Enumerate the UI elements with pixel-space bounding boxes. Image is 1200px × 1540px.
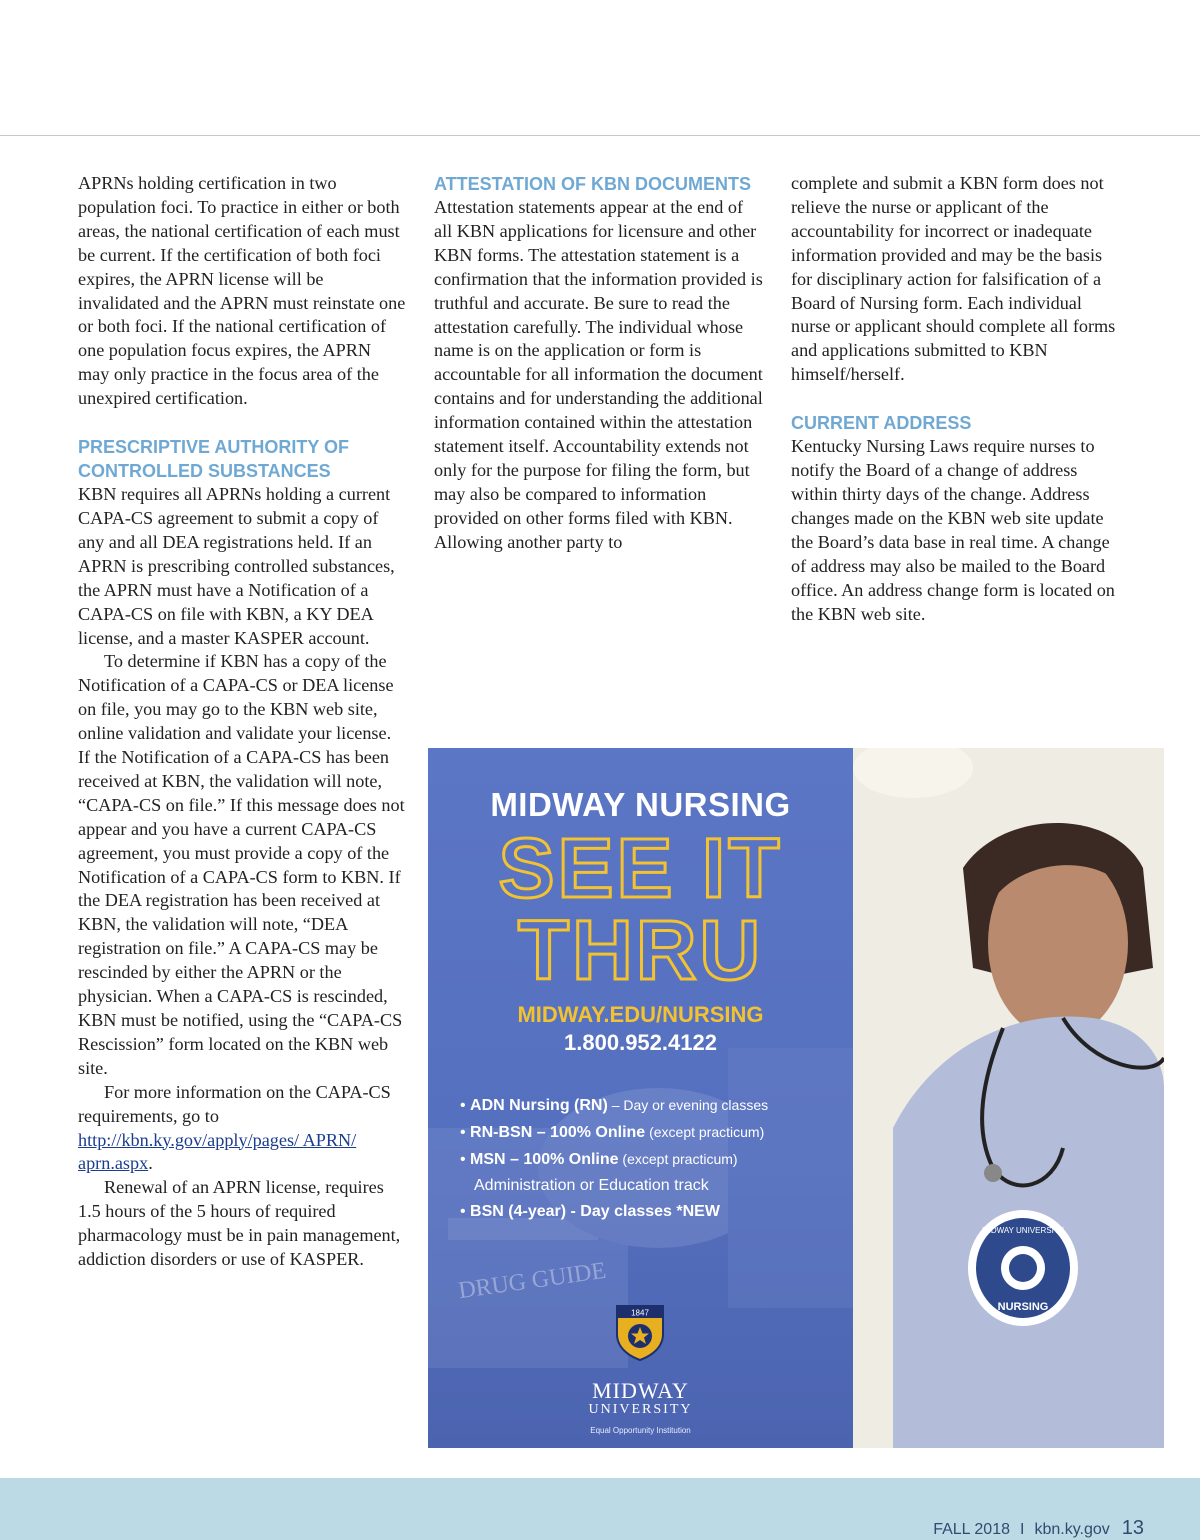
paragraph-with-link <box>78 1081 406 1177</box>
paragraph: To determine if KBN has a copy of the Notification of a CAPA-CS or DEA license on file, you may go to the KBN web site, online validation and validate your license. If the Notification of a CAPA-CS has been received at KBN, the validation will note, “CAPA-CS on file.” If this message does not appear and you have a current CAPA-CS agreement, you must provide a copy of the Notification of a CAPA-CS form to KBN. If the DEA registration has been received at KBN, the validation will note, “DEA registration on file.” A CAPA-CS may be rescinded by either the APRN or the physician. When a CAPA-CS is rescinded, KBN must be notified, using the “CAPA-CS Rescission” form located on the KBN web site. <box>78 651 405 1078</box>
paragraph: complete and submit a KBN form does not relieve the nurse or applicant of the accountability for incorrect or inadequate information provided and may be the basis for disciplinary action for falsification of a Board of Nursing form. Each individual nurse or applicant should complete all forms and applications submitted to KBN himself/herself. <box>791 173 1116 385</box>
site-url: kbn.ky.gov <box>1034 1521 1110 1538</box>
section-heading: CURRENT ADDRESS <box>791 413 972 434</box>
program-item: • MSN – 100% Online (except practicum) <box>460 1151 738 1168</box>
midway-nursing-ad[interactable] <box>428 748 1164 1448</box>
nurse-photo <box>853 748 1164 1448</box>
paragraph-text: For more information on the CAPA-CS requirements, go to <box>78 1081 391 1126</box>
issue-label: FALL 2018 <box>933 1521 1010 1538</box>
ad-phone: 1.800.952.4122 <box>564 1030 717 1055</box>
ad-brand: MIDWAY NURSING <box>490 786 791 823</box>
ad-tagline-line-1: SEE IT <box>498 821 783 915</box>
program-item: • ADN Nursing (RN) – Day or evening classes <box>460 1097 769 1114</box>
nurse-illustration <box>853 748 1164 1448</box>
program-name: RN-BSN – 100% Online <box>470 1124 646 1141</box>
column-2 <box>434 172 764 555</box>
university-name: MIDWAY <box>592 1378 689 1403</box>
section-heading: PRESCRIPTIVE AUTHORITY OF CONTROLLED SUBSTANCES <box>78 437 350 482</box>
paragraph: Renewal of an APRN license, requires 1.5 hours of the 5 hours of required pharmacology must be in pain management, addiction disorders or use of KASPER. <box>78 1177 401 1270</box>
program-detail: – Day or evening classes <box>607 1097 769 1113</box>
page-number: 13 <box>1121 1517 1144 1539</box>
program-name: MSN – 100% Online <box>470 1151 619 1168</box>
ad-tagline-line-2: THRU <box>517 903 764 997</box>
program-item: • BSN (4-year) - Day classes *NEW <box>460 1203 720 1220</box>
column-1 <box>78 172 406 1272</box>
program-item: • RN-BSN – 100% Online (except practicum) <box>460 1124 765 1141</box>
program-item <box>460 1173 840 1199</box>
program-detail: Administration or Education track <box>474 1177 709 1194</box>
page-header-band <box>0 0 1200 136</box>
program-detail: (except practicum) <box>618 1151 738 1167</box>
paragraph: Attestation statements appear at the end of all KBN applications for licensure and other KBN forms. The attestation statement is a confirmation that the information provided is truthful and accurate. Be sure to read the attestation carefully. The individual whose name is on the application or form is accountable for all information the document contains and for understanding the additional information contained within the attestation statement itself. Accountability extends not only for the purpose for filing the form, but may also be compared to information provided on other forms filed with KBN. Allowing another party to <box>434 197 763 552</box>
midway-shield-logo <box>613 1300 667 1362</box>
university-word: UNIVERSITY <box>588 1402 693 1417</box>
section-heading: ATTESTATION OF KBN DOCUMENTS <box>434 174 751 194</box>
paragraph: KBN requires all APRNs holding a current CAPA-CS agreement to submit a copy of any and all DEA registrations held. If an APRN is prescribing controlled substances, the APRN must have a Notification of a CAPA-CS on file with KBN, a KY DEA license, and a master KASPER account. <box>78 484 395 648</box>
paragraph-text: . <box>148 1153 153 1174</box>
paragraph: Kentucky Nursing Laws require nurses to notify the Board of a change of address within thirty days of the change. Address changes made on the KBN web site update the Board’s data base in real time. A change of address may also be mailed to the Board office. An address change form is located on the KBN web site. <box>791 436 1115 624</box>
logo-year: 1847 <box>631 1308 649 1318</box>
ad-url[interactable]: MIDWAY.EDU/NURSING <box>517 1002 764 1027</box>
paragraph: APRNs holding certification in two population foci. To practice in either or both areas, the national certification of each must be current. If the certification of both foci expires, the APRN license will be invalidated and the APRN must reinstate one or both foci. If the national certification of one population focus expires, the APRN may only practice in the focus area of the unexpired certification. <box>78 173 406 409</box>
program-name: ADN Nursing (RN) <box>470 1097 608 1114</box>
program-name: BSN (4-year) - Day classes *NEW <box>470 1203 720 1220</box>
program-list <box>460 1092 840 1225</box>
column-3 <box>791 172 1121 626</box>
book-text: DRUG GUIDE <box>456 1257 608 1305</box>
patch-nursing-text: NURSING <box>997 1301 1049 1313</box>
footer-separator: I <box>1020 1521 1025 1538</box>
aprn-page-link[interactable]: http://kbn.ky.gov/apply/pages/ APRN/ aprn.aspx <box>78 1129 357 1174</box>
equal-opportunity-note: Equal Opportunity Institution <box>590 1426 691 1435</box>
patch-university-text: MIDWAY UNIVERSITY <box>981 1226 1065 1235</box>
ad-blue-panel <box>428 748 853 1448</box>
program-detail: (except practicum) <box>645 1124 765 1140</box>
page-footer <box>933 1517 1144 1540</box>
